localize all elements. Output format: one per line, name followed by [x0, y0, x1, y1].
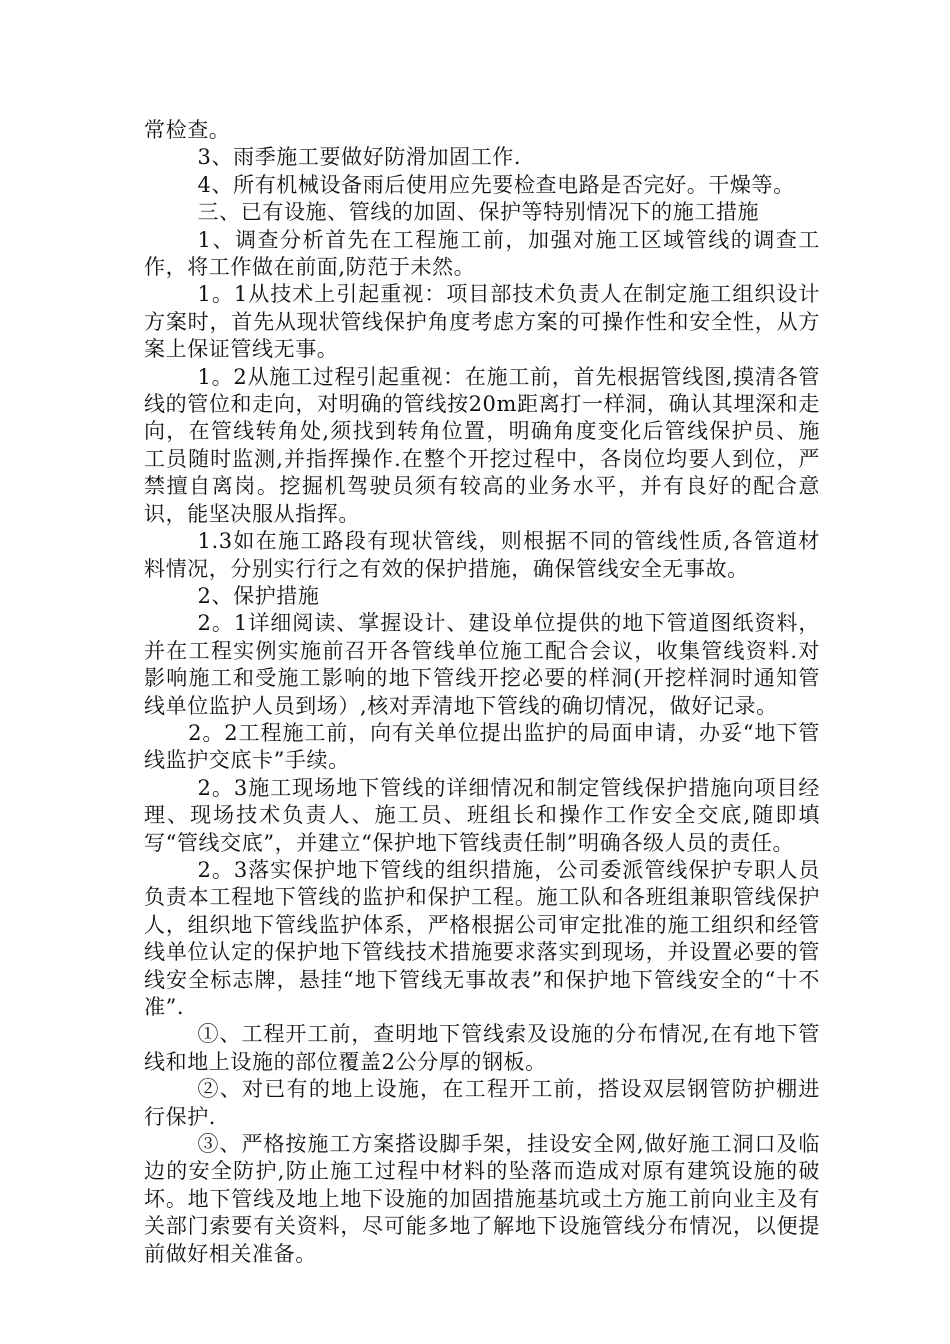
paragraph-6: 1。2从施工过程引起重视：在施工前，首先根据管线图,摸清各管线的管位和走向，对明确的管线按20m距离打一样洞，确认其埋深和走向，在管线转角处,须找到转角位置，明确角度变化后管线保护员、施工员随时监测,并指挥操作.在整个开挖过程中，各岗位均要人到位，严禁擅自离岗。挖掘机驾驶员须有较高的业务水平，并有良好的配合意识，能坚决服从指挥。	[144, 364, 820, 526]
paragraph-2: 4、所有机械设备雨后使用应先要检查电路是否完好。干燥等。	[197, 172, 795, 197]
list-item-2: ②、对已有的地上设施，在工程开工前，搭设双层钢管防护棚进行保护.	[144, 1077, 820, 1129]
document-body	[144, 117, 820, 1268]
paragraph-4: 1、调查分析首先在工程施工前，加强对施工区域管线的调查工作，将工作做在前面,防范于未然。	[144, 227, 820, 280]
paragraph-12: 2。3落实保护地下管线的组织措施，公司委派管线保护专职人员负责本工程地下管线的监护和保护工程。施工队和各班组兼职管线保护人，组织地下管线监护体系，严格根据公司审定批准的施工组织和经管线单位认定的保护地下管线技术措施要求落实到现场，并设置必要的管线安全标志牌，悬挂“地下管线无事故表”和保护地下管线安全的“十不准”.	[144, 857, 820, 1019]
list-item-1: ①、工程开工前，查明地下管线索及设施的分布情况,在有地下管线和地上设施的部位覆盖2公分厚的钢板。	[144, 1022, 820, 1074]
paragraph-11: 2。3施工现场地下管线的详细情况和制定管线保护措施向项目经理、现场技术负责人、施工员、班组长和操作工作安全交底,随即填写“管线交底”，并建立“保护地下管线责任制”明确各级人员的责任。	[144, 775, 820, 855]
paragraph-9: 2。1详细阅读、掌握设计、建设单位提供的地下管道图纸资料，并在工程实例实施前召开各管线单位施工配合会议，收集管线资料.对影响施工和受施工影响的地下管线开挖必要的样洞(开挖样洞时通知管线单位监护人员到场）,核对弄清地下管线的确切情况，做好记录。	[144, 611, 820, 718]
paragraph-1: 3、雨季施工要做好防滑加固工作.	[197, 145, 522, 170]
subsection-heading: 2、保护措施	[197, 583, 320, 608]
paragraph-5: 1。1从技术上引起重视：项目部技术负责人在制定施工组织设计方案时，首先从现状管线保护角度考虑方案的可操作性和安全性，从方案上保证管线无事。	[144, 282, 820, 362]
section-heading: 三、已有设施、管线的加固、保护等特别情况下的施工措施	[197, 200, 760, 225]
paragraph-7: 1.3如在施工路段有现状管线，则根据不同的管线性质,各管道材料情况，分别实行行之有效的保护措施，确保管线安全无事故。	[144, 529, 820, 581]
paragraph-0: 常检查。	[144, 118, 231, 142]
paragraph-10: 2。2工程施工前，向有关单位提出监护的局面申请，办妥“地下管线监护交底卡”手续。	[144, 720, 820, 773]
list-item-3: ③、严格按施工方案搭设脚手架，挂设安全网,做好施工洞口及临边的安全防护,防止施工过程中材料的坠落而造成对原有建筑设施的破坏。地下管线及地上地下设施的加固措施基坑或土方施工前向业主及有关部门索要有关资料，尽可能多地了解地下设施管线分布情况，以便提前做好相关准备。	[144, 1132, 820, 1266]
